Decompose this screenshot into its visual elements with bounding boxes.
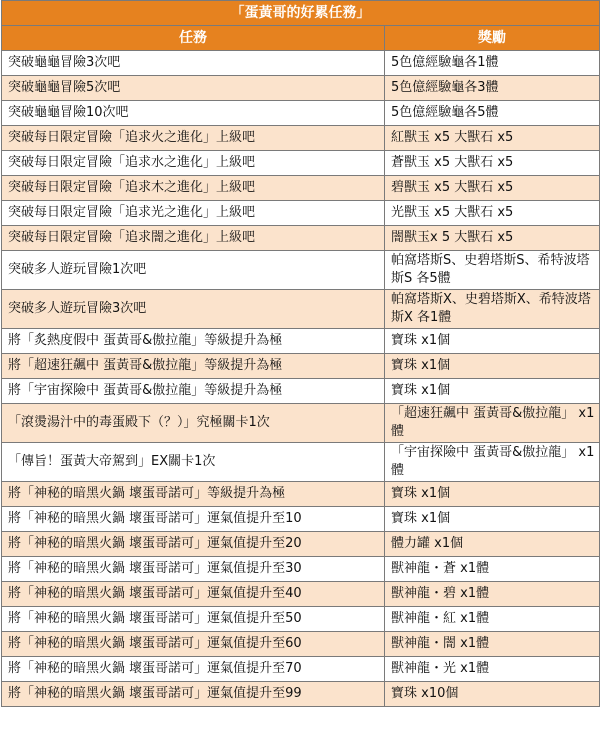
reward-cell: 5色億經驗龜各3體 <box>385 76 600 101</box>
table-row <box>2 101 600 126</box>
task-cell: 突破每日限定冒險「追求木之進化」上級吧 <box>2 176 385 201</box>
reward-cell: 碧獸玉 x5 大獸石 x5 <box>385 176 600 201</box>
task-cell: 突破多人遊玩冒險3次吧 <box>2 290 385 329</box>
table-header-row <box>2 26 600 51</box>
table-row <box>2 507 600 532</box>
task-cell: 將「神秘的暗黑火鍋 壞蛋哥諾可」運氣值提升至10 <box>2 507 385 532</box>
reward-cell: 闇獸玉x 5 大獸石 x5 <box>385 226 600 251</box>
task-cell: 突破龜龜冒險3次吧 <box>2 51 385 76</box>
table-row <box>2 682 600 707</box>
reward-cell: 獸神龍・闇 x1體 <box>385 632 600 657</box>
task-cell: 將「神秘的暗黑火鍋 壞蛋哥諾可」運氣值提升至60 <box>2 632 385 657</box>
reward-cell: 「宇宙探險中 蛋黃哥&傲拉龍」 x1體 <box>385 443 600 482</box>
table-row <box>2 354 600 379</box>
column-header-reward: 獎勵 <box>385 26 600 51</box>
reward-cell: 5色億經驗龜各1體 <box>385 51 600 76</box>
reward-cell: 寶珠 x10個 <box>385 682 600 707</box>
reward-cell: 寶珠 x1個 <box>385 379 600 404</box>
reward-cell: 蒼獸玉 x5 大獸石 x5 <box>385 151 600 176</box>
reward-cell: 紅獸玉 x5 大獸石 x5 <box>385 126 600 151</box>
table-row <box>2 607 600 632</box>
task-cell: 將「神秘的暗黑火鍋 壞蛋哥諾可」運氣值提升至40 <box>2 582 385 607</box>
table-row <box>2 557 600 582</box>
reward-cell: 寶珠 x1個 <box>385 354 600 379</box>
table-row <box>2 379 600 404</box>
table-row <box>2 226 600 251</box>
task-cell: 突破每日限定冒險「追求光之進化」上級吧 <box>2 201 385 226</box>
reward-cell: 「超速狂飆中 蛋黃哥&傲拉龍」 x1體 <box>385 404 600 443</box>
reward-cell: 獸神龍・光 x1體 <box>385 657 600 682</box>
task-cell: 「傳旨！蛋黃大帝駕到」EX關卡1次 <box>2 443 385 482</box>
task-cell: 將「神秘的暗黑火鍋 壞蛋哥諾可」運氣值提升至50 <box>2 607 385 632</box>
reward-cell: 帕窩塔斯X、史碧塔斯X、希特波塔斯X 各1體 <box>385 290 600 329</box>
reward-cell: 寶珠 x1個 <box>385 482 600 507</box>
reward-cell: 獸神龍・碧 x1體 <box>385 582 600 607</box>
reward-cell: 體力罐 x1個 <box>385 532 600 557</box>
reward-cell: 5色億經驗龜各5體 <box>385 101 600 126</box>
task-cell: 「滾燙湯汁中的毒蛋殿下（？）」究極關卡1次 <box>2 404 385 443</box>
task-cell: 將「神秘的暗黑火鍋 壞蛋哥諾可」運氣值提升至99 <box>2 682 385 707</box>
table-row <box>2 290 600 329</box>
task-cell: 將「神秘的暗黑火鍋 壞蛋哥諾可」運氣值提升至20 <box>2 532 385 557</box>
table-row <box>2 201 600 226</box>
table-row <box>2 151 600 176</box>
reward-cell: 獸神龍・蒼 x1體 <box>385 557 600 582</box>
table-row <box>2 404 600 443</box>
table-row <box>2 176 600 201</box>
task-cell: 突破龜龜冒險10次吧 <box>2 101 385 126</box>
task-cell: 突破多人遊玩冒險1次吧 <box>2 251 385 290</box>
table-title: 「蛋黃哥的好累任務」 <box>2 1 600 26</box>
mission-table-container <box>1 0 599 707</box>
reward-cell: 帕窩塔斯S、史碧塔斯S、希特波塔斯S 各5體 <box>385 251 600 290</box>
table-row <box>2 632 600 657</box>
table-row <box>2 657 600 682</box>
reward-cell: 光獸玉 x5 大獸石 x5 <box>385 201 600 226</box>
task-cell: 突破每日限定冒險「追求火之進化」上級吧 <box>2 126 385 151</box>
table-row <box>2 443 600 482</box>
task-cell: 將「超速狂飆中 蛋黃哥&傲拉龍」等級提升為極 <box>2 354 385 379</box>
task-cell: 將「炙熱度假中 蛋黃哥&傲拉龍」等級提升為極 <box>2 329 385 354</box>
table-row <box>2 126 600 151</box>
task-cell: 將「神秘的暗黑火鍋 壞蛋哥諾可」運氣值提升至30 <box>2 557 385 582</box>
table-row <box>2 532 600 557</box>
column-header-task: 任務 <box>2 26 385 51</box>
table-title-row <box>2 1 600 26</box>
task-cell: 突破每日限定冒險「追求闇之進化」上級吧 <box>2 226 385 251</box>
task-cell: 將「宇宙探險中 蛋黃哥&傲拉龍」等級提升為極 <box>2 379 385 404</box>
task-cell: 突破龜龜冒險5次吧 <box>2 76 385 101</box>
task-cell: 將「神秘的暗黑火鍋 壞蛋哥諾可」等級提升為極 <box>2 482 385 507</box>
table-row <box>2 482 600 507</box>
table-row <box>2 329 600 354</box>
reward-cell: 寶珠 x1個 <box>385 329 600 354</box>
table-row <box>2 251 600 290</box>
reward-cell: 寶珠 x1個 <box>385 507 600 532</box>
table-row <box>2 76 600 101</box>
task-cell: 將「神秘的暗黑火鍋 壞蛋哥諾可」運氣值提升至70 <box>2 657 385 682</box>
table-row <box>2 51 600 76</box>
mission-table <box>1 0 600 707</box>
table-row <box>2 582 600 607</box>
reward-cell: 獸神龍・紅 x1體 <box>385 607 600 632</box>
task-cell: 突破每日限定冒險「追求水之進化」上級吧 <box>2 151 385 176</box>
